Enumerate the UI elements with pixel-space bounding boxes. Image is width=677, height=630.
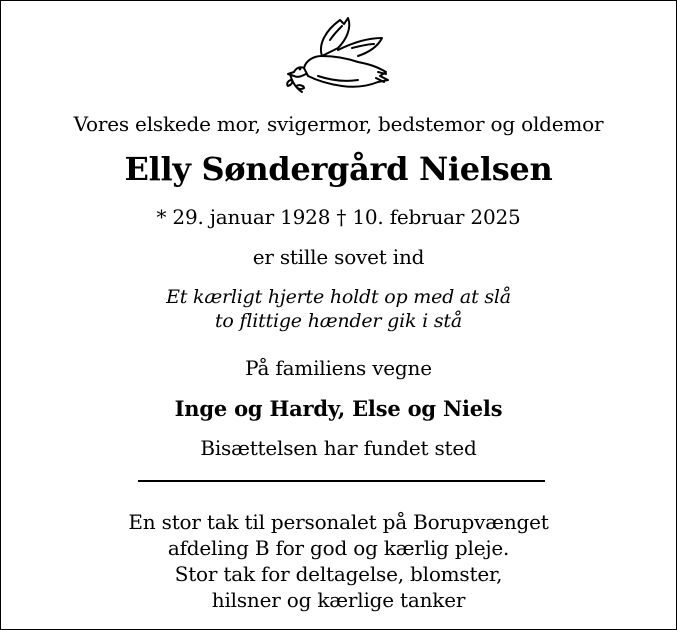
life-dates: * 29. januar 1928 † 10. februar 2025 [156,205,521,229]
thanks-line: En stor tak til personalet på Borupvænget [128,510,549,534]
thanks-line: afdeling B for god og kærlig pleje. [167,536,510,560]
dove-icon [282,14,392,96]
passing-text: er stille sovet ind [252,245,425,269]
thanks-line: Stor tak for deltagelse, blomster, [174,562,503,586]
verse-line: Et kærligt hjerte holdt op med at slå [166,286,511,308]
divider [138,480,545,482]
thanks-line: hilsner og kærlige tanker [211,588,466,612]
on-behalf-text: På familiens vegne [245,356,432,380]
funeral-text: Bisættelsen har fundet sted [200,436,477,460]
family-names: Inge og Hardy, Else og Niels [174,396,503,421]
intro-text: Vores elskede mor, svigermor, bedstemor og oldemor [73,112,604,136]
verse-line: to flittige hænder gik i stå [215,310,462,332]
deceased-name: Elly Søndergård Nielsen [124,150,553,188]
